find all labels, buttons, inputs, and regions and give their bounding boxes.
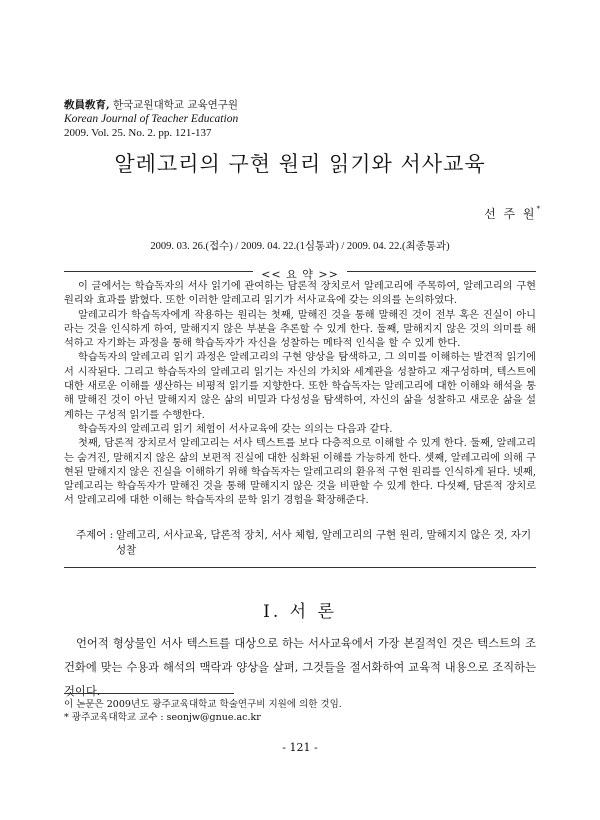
- abstract-paragraph: 첫째, 담론적 장치로서 알레고리는 서사 텍스트를 보다 다층적으로 이해할 수 있게 한다. 둘째, 알레고리는 숨겨진, 말해지지 않은 삶의 보편적 진실에 대한 심화된 이해를 가능하게 한다. 셋째, 알레고리에 의해 구현된 말해지지 않은 진실을 이해하기 위해 학습독자는 알레고리의 환유적 구현 원리를 인식하게 된다. 넷째, 알레고리는 학습독자가 말해진 것을 통해 말해지지 않은 것을 비판할 수 있게 한다. 다섯째, 담론적 장치로서 알레고리에 대한 이해는 학습독자의 문학 읽기 경험을 확장해준다.: [64, 438, 536, 507]
- section-paragraph: 언어적 형상물인 서사 텍스트를 대상으로 하는 서사교육에서 가장 본질적인 것은 텍스트의 조건화에 맞는 수용과 해석의 맥락과 양상을 살펴, 그것들을 절서화하여 교육적 내용으로 조직하는 것이다.: [64, 637, 536, 698]
- article-author: [484, 205, 540, 222]
- author-footnote-mark: *: [536, 205, 540, 213]
- footnote-author: * 광주교육대학교 교수 : seonjw@gnue.ac.kr: [64, 712, 261, 723]
- journal-header: [64, 98, 238, 140]
- submission-dates: 2009. 03. 26.(접수) / 2009. 04. 22.(1심통과) / 2009. 04. 22.(최종통과): [150, 241, 450, 252]
- section-heading: Ⅰ. 서 론: [263, 602, 337, 622]
- footnote-divider: [64, 693, 234, 694]
- keywords-list: 알레고리, 서사교육, 담론적 장치, 서사 체험, 알레고리의 구현 원리, 말해지지 않은 것, 자기 성찰: [116, 529, 532, 556]
- abstract-paragraph: 알레고리가 학습독자에게 작용하는 원리는 첫째, 말해진 것을 통해 말해진 것이 전부 혹은 진실이 아니라는 것을 인식하게 하여, 말해지지 않은 부분을 추론할 수 있게 한다. 둘째, 말해지지 않은 것의 의미를 해석하고 자기화는 과정을 통해 학습독자가 자신을 성찰하는 메타적 인식을 할 수 있게 한다.: [64, 309, 536, 350]
- journal-name-hanja: 敎員敎育,: [64, 99, 110, 111]
- abstract-paragraph: 학습독자의 알레고리 읽기 과정은 알레고리의 구현 양상을 탐색하고, 그 의미를 이해하는 발견적 읽기에서 시작된다. 그리고 학습독자의 알레고리 읽기는 자신의 가치와 세계관을 성찰하고 재구성하며, 텍스트에 대한 새로운 이해를 생산하는 비평적 읽기를 지향한다. 또한 학습독자는 알레고리에 대한 이해와 해석을 통해 말해진 것이 아닌 말해지지 않은 삶의 비밀과 다성성을 탐색하여, 자신의 삶을 성찰하고 새로운 삶을 설계하는 구성적 읽기를 수행한다.: [64, 352, 536, 421]
- abstract-label: << 요 약 >>: [253, 268, 347, 281]
- abstract-body: [64, 280, 536, 509]
- keywords-divider: [64, 567, 536, 568]
- footnote-funding: 이 논문은 2009년도 광주교육대학교 학술연구비 지원에 의한 것임.: [64, 699, 342, 710]
- abstract-paragraph: 이 글에서는 학습독자의 서사 읽기에 관여하는 담론적 장치로서 알레고리에 주목하여, 알레고리의 구현 원리와 효과를 밝혔다. 또한 이러한 알레고리 읽기가 서사교육에 갖는 의의를 논의하였다.: [64, 281, 536, 307]
- journal-publisher: 한국교원대학교 교육연구원: [109, 99, 239, 111]
- keywords-label: 주제어 :: [76, 529, 114, 541]
- abstract-paragraph: 학습독자의 알레고리 읽기 체험이 서사교육에 갖는 의의는 다음과 같다.: [78, 423, 393, 435]
- author-name: 선 주 원: [484, 207, 537, 221]
- journal-korean-title: [64, 98, 238, 112]
- journal-english-title: Korean Journal of Teacher Education: [64, 113, 239, 125]
- article-title: 알레고리의 구현 원리 읽기와 서사교육: [114, 152, 486, 176]
- page-number: - 121 -: [282, 741, 318, 754]
- journal-volume-info: 2009. Vol. 25. No. 2. pp. 121-137: [64, 127, 212, 139]
